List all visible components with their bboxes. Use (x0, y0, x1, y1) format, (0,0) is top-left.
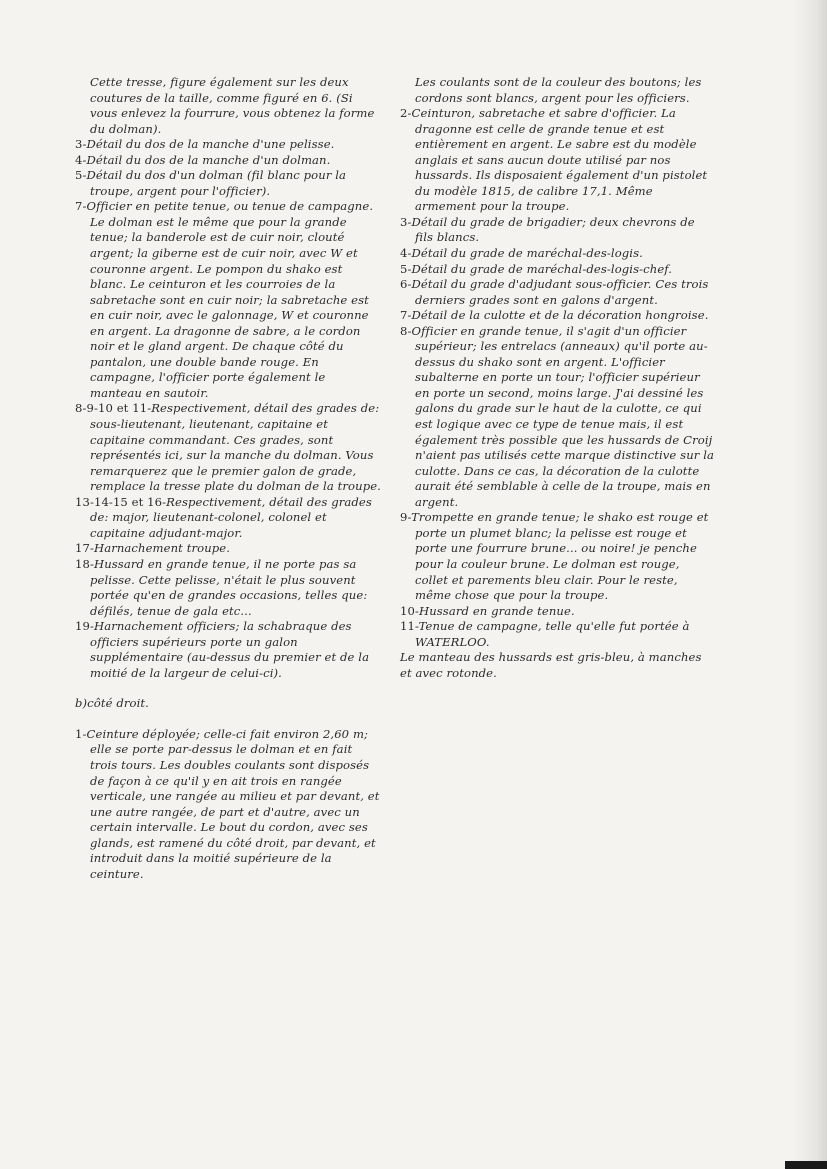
section-heading: b)côté droit. (75, 696, 149, 711)
legend-entry: 19-Harnachement officiers; la schabraque des officiers supérieurs porte un galon supplémentaire (au-dessus du premier et de la moitié de la largeur de celui-ci). (75, 619, 370, 680)
legend-entry: 4-Détail du grade de maréchal-des-logis. (400, 246, 643, 261)
entry-text: Ceinturon, sabretache et sabre d'officier. La dragonne est celle de grande tenue et est entièrement en argent. Le sabre est du modèle anglais et sans aucun doute utilisé par nos hussards. Ils disposaient également d'un pistolet du modèle 1815, de calibre 17,1. Même armement pour la troupe. (411, 106, 708, 214)
entry-number: 3 (75, 137, 83, 152)
entry-number: 3 (400, 214, 408, 229)
entry-number: 5 (400, 261, 408, 276)
entry-number: 6 (400, 277, 408, 292)
legend-entry: 11-Tenue de campagne, telle qu'elle fut portée à WATERLOO. (400, 619, 690, 649)
entry-text: Ceinture déployée; celle-ci fait environ 2,60 m; elle se porte par-dessus le dolman et en fait trois tours. Les doubles coulants sont disposés de façon à ce qu'il y en ait trois en rangée verticale, une rangée au milieu et par devant, et une autre rangée, de part et d'autre, avec un certain intervalle. Le bout du cordon, avec ses glands, est ramené du côté droit, par devant, et introduit dans la moitié supérieure de la ceinture. (86, 726, 380, 881)
entry-number: 7 (400, 308, 408, 323)
entry-text: Respectivement, détail des grades de: major, lieutenant-colonel, colonel et capitaine adjudant-major. (90, 494, 372, 540)
legend-entry: 17-Harnachement troupe. (75, 541, 231, 556)
entry-text: Trompette en grande tenue; le shako est rouge et porte un plumet blanc; la pelisse est rouge et porte une fourrure brune... ou noire! je penche pour la couleur brune. Le dolman est rouge, collet et parements bleu clair. Pour le reste, même chose que pour la troupe. (411, 510, 709, 603)
entry-text: Respectivement, détail des grades de: sous-lieutenant, lieutenant, capitaine et capitaine commandant. Ces grades, sont représentés ici, sur la manche du dolman. Vous remarquerez que le premier galon de grade, remplace la tresse plate du dolman de la troupe. (90, 401, 381, 494)
page-edge-shadow (793, 0, 827, 1169)
legend-entry: 5-Détail du dos d'un dolman (fil blanc pour la troupe, argent pour l'officier). (75, 168, 347, 198)
legend-entry: 10-Hussard en grande tenue. (400, 603, 575, 618)
legend-entry: 4-Détail du dos de la manche d'un dolman. (75, 152, 331, 167)
legend-entry: 13-14-15 et 16-Respectivement, détail des grades de: major, lieutenant-colonel, colonel et capitaine adjudant-major. (75, 494, 372, 540)
legend-entry: 2-Ceinturon, sabretache et sabre d'officier. La dragonne est celle de grande tenue et est entièrement en argent. Le sabre est du modèle anglais et sans aucun doute utilisé par nos hussards. Ils disposaient également d'un pistolet du modèle 1815, de calibre 17,1. Même armement pour la troupe. (400, 106, 708, 214)
entry-text: Tenue de campagne, telle qu'elle fut portée à WATERLOO. (415, 619, 690, 649)
entry-number: 10 (400, 603, 415, 618)
entry-text: Détail de la culotte et de la décoration hongroise. (411, 308, 709, 323)
entry-text: Détail du grade d'adjudant sous-officier. Ces trois derniers grades sont en galons d'argent. (411, 277, 709, 307)
entry-number: 17 (75, 541, 90, 556)
legend-entry: 1-Ceinture déployée; celle-ci fait environ 2,60 m; elle se porte par-dessus le dolman et en fait trois tours. Les doubles coulants sont disposés de façon à ce qu'il y en ait trois en rangée verticale, une rangée au milieu et par devant, et une autre rangée, de part et d'autre, avec un certain intervalle. Le bout du cordon, avec ses glands, est ramené du côté droit, par devant, et introduit dans la moitié supérieure de la ceinture. (75, 726, 380, 881)
legend-entry: 3-Détail du dos de la manche d'une pelisse. (75, 137, 335, 152)
left-text-column (75, 75, 381, 882)
legend-entry: 7-Détail de la culotte et de la décoration hongroise. (400, 308, 709, 323)
entry-text: Détail du grade de maréchal-des-logis. (411, 246, 643, 261)
entry-number: 13-14-15 et 16 (75, 494, 163, 509)
entry-number: 4 (400, 246, 408, 261)
entry-number: 11 (400, 619, 415, 634)
entry-number: 8-9-10 et 11 (75, 401, 148, 416)
legend-entry: 18-Hussard en grande tenue, il ne porte pas sa pelisse. Cette pelisse, n'était le plus souvent portée qu'en de grandes occasions, telles que: défilés, tenue de gala etc... (75, 556, 368, 618)
entry-number: 19 (75, 619, 90, 634)
closing-paragraph: Le manteau des hussards est gris-bleu, à manches et avec rotonde. (400, 650, 702, 680)
entry-number: 1 (75, 726, 83, 741)
entry-number: 2 (400, 106, 408, 121)
entry-text: Officier en petite tenue, ou tenue de campagne. Le dolman est le même que pour la grande tenue; la banderole est de cuir noir, clouté argent; la giberne est de cuir noir, avec W et couronne argent. Le pompon du shako est blanc. Le ceinturon et les courroies de la sabretache sont en cuir noir; la sabretache est en cuir noir, avec le galonnage, W et couronne en argent. La dragonne de sabre, a le cordon noir et le gland argent. De chaque côté du pantalon, une double bande rouge. En campagne, l'officier porte également le manteau en sautoir. (86, 199, 374, 400)
entry-text: Détail du grade de maréchal-des-logis-chef. (411, 261, 673, 276)
continued-text: Cette tresse, figure également sur les deux coutures de la taille, comme figuré en 6. (Si vous enlevez la fourrure, vous obtenez la forme du dolman). (90, 75, 375, 136)
entry-number: 7 (75, 199, 83, 214)
continued-text: Les coulants sont de la couleur des boutons; les cordons sont blancs, argent pour les officiers. (415, 75, 702, 105)
entry-text: Détail du dos d'un dolman (fil blanc pour la troupe, argent pour l'officier). (86, 168, 347, 198)
right-text-column (400, 75, 716, 681)
legend-entry: 6-Détail du grade d'adjudant sous-officier. Ces trois derniers grades sont en galons d'argent. (400, 277, 709, 307)
entry-number: 8 (400, 323, 408, 338)
paragraph-gap (75, 681, 381, 696)
entry-text: Harnachement troupe. (93, 541, 231, 556)
entry-text: Détail du dos de la manche d'un dolman. (86, 152, 331, 167)
legend-entry: 8-Officier en grande tenue, il s'agit d'un officier supérieur; les entrelacs (anneaux) qu'il porte au-dessus du shako sont en argent. L'officier subalterne en porte un tour; l'officier supérieur en porte un second, moins large. J'ai dessiné les galons du grade sur le haut de la culotte, ce qui est logique avec ce type de tenue mais, il est également très possible que les hussards de Croij n'aient pas utilisés cette marque distinctive sur la culotte. Dans ce cas, la décoration de la culotte aurait été semblable à celle de la troupe, mais en argent. (400, 323, 715, 509)
entry-text: Hussard en grande tenue, il ne porte pas sa pelisse. Cette pelisse, n'était le plus souvent portée qu'en de grandes occasions, telles que: défilés, tenue de gala etc... (90, 556, 368, 618)
entry-text: Détail du grade de brigadier; deux chevrons de fils blancs. (411, 214, 695, 245)
entry-text: Détail du dos de la manche d'une pelisse. (86, 137, 335, 152)
scan-corner-mark (785, 1161, 827, 1169)
entry-number: 5 (75, 168, 83, 183)
legend-entry: 5-Détail du grade de maréchal-des-logis-chef. (400, 261, 673, 276)
legend-entry: 7-Officier en petite tenue, ou tenue de campagne. Le dolman est le même que pour la grande tenue; la banderole est de cuir noir, clouté argent; la giberne est de cuir noir, avec W et couronne argent. Le pompon du shako est blanc. Le ceinturon et les courroies de la sabretache sont en cuir noir; la sabretache est en cuir noir, avec le galonnage, W et couronne en argent. La dragonne de sabre, a le cordon noir et le gland argent. De chaque côté du pantalon, une double bande rouge. En campagne, l'officier porte également le manteau en sautoir. (75, 199, 374, 400)
entry-text: Officier en grande tenue, il s'agit d'un officier supérieur; les entrelacs (anneaux) qu'il porte au-dessus du shako sont en argent. L'officier subalterne en porte un tour; l'officier supérieur en porte un second, moins large. J'ai dessiné les galons du grade sur le haut de la culotte, ce qui est logique avec ce type de tenue mais, il est également très possible que les hussards de Croij n'aient pas utilisés cette marque distinctive sur la culotte. Dans ce cas, la décoration de la culotte aurait été semblable à celle de la troupe, mais en argent. (411, 323, 715, 509)
entry-text: Harnachement officiers; la schabraque des officiers supérieurs porte un galon supplémentaire (au-dessus du premier et de la moitié de la largeur de celui-ci). (90, 619, 370, 680)
entry-number: 4 (75, 152, 83, 167)
paragraph-gap (75, 712, 381, 727)
entry-text: Hussard en grande tenue. (418, 603, 575, 618)
legend-entry: 8-9-10 et 11-Respectivement, détail des grades de: sous-lieutenant, lieutenant, capitaine et capitaine commandant. Ces grades, sont représentés ici, sur la manche du dolman. Vous remarquerez que le premier galon de grade, remplace la tresse plate du dolman de la troupe. (75, 401, 381, 494)
entry-number: 18 (75, 556, 90, 571)
entry-number: 9 (400, 510, 408, 525)
legend-entry: 9-Trompette en grande tenue; le shako est rouge et porte un plumet blanc; la pelisse est rouge et porte une fourrure brune... ou noire! je penche pour la couleur brune. Le dolman est rouge, collet et parements bleu clair. Pour le reste, même chose que pour la troupe. (400, 510, 709, 603)
legend-entry: 3-Détail du grade de brigadier; deux chevrons de fils blancs. (400, 214, 695, 245)
